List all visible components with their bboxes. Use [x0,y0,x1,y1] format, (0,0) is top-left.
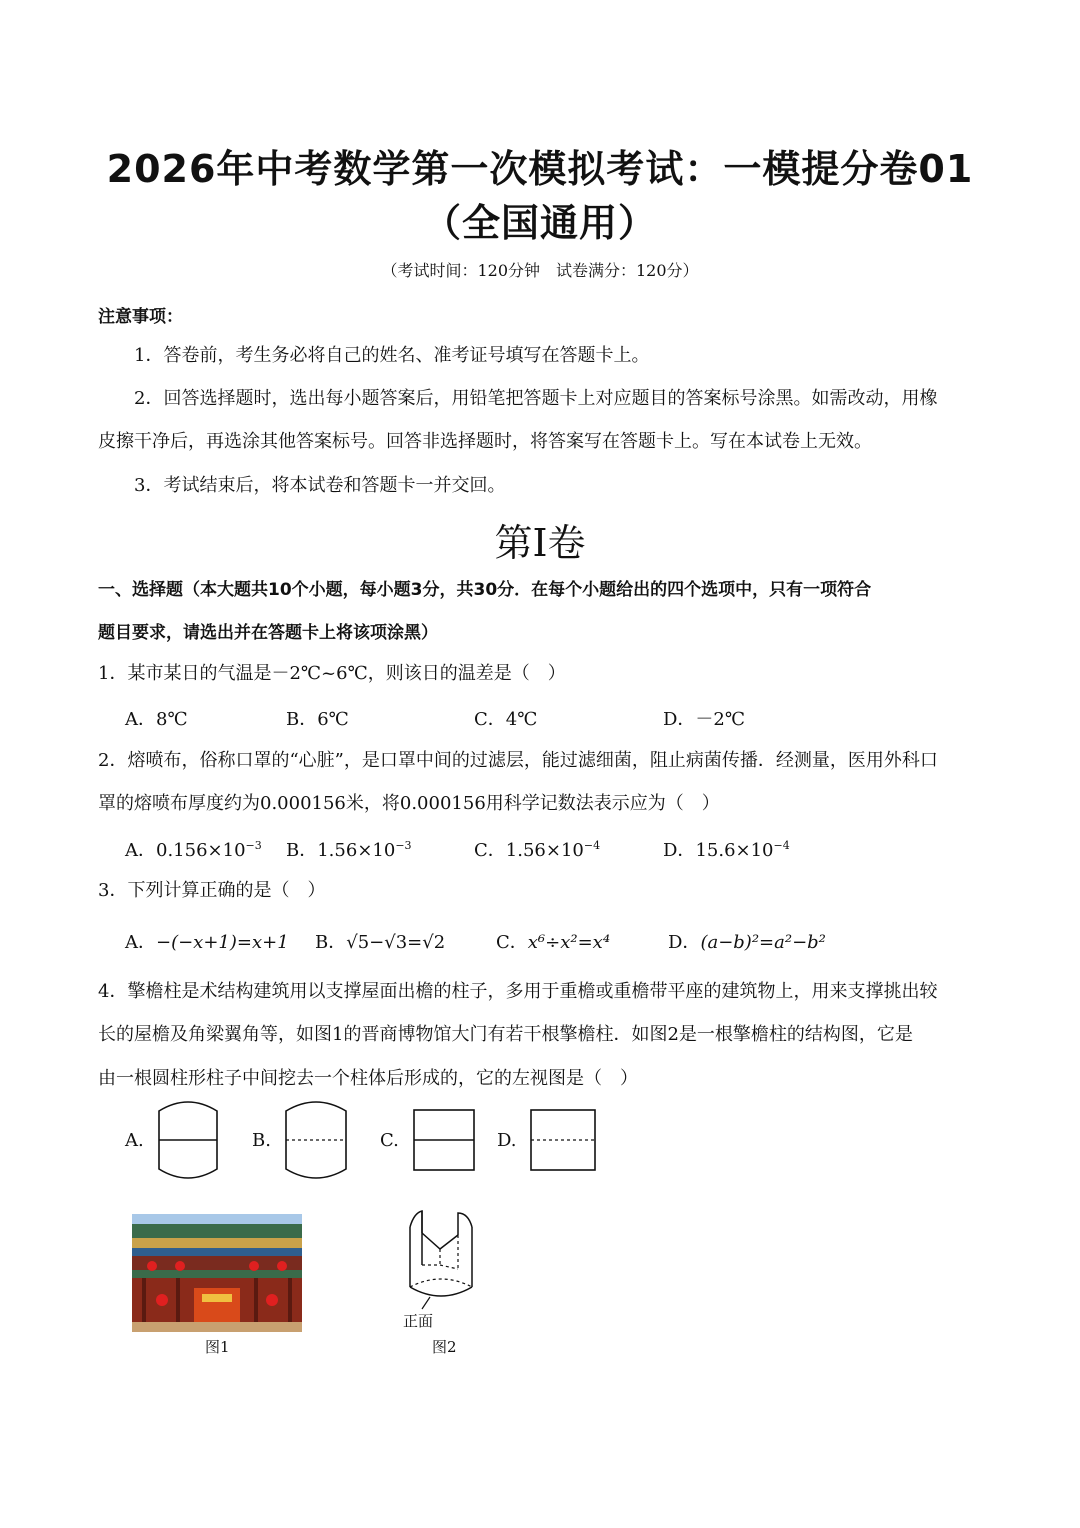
q2-option-d-exp: −4 [773,839,790,852]
q1-option-b: B．6℃ [286,709,349,730]
exam-title-line1: 2026年中考数学第一次模拟考试：一模提分卷01 [106,147,974,191]
q2-option-c-base: 1.56×10 [505,840,584,861]
q4-option-a-figure [155,1097,221,1183]
q2-option-b-base: 1.56×10 [317,840,396,861]
fig2-front-label: 正面 [403,1312,434,1330]
q4-stem-line3: 由一根圆柱形柱子中间挖去一个柱体后形成的，它的左视图是（ ） [98,1068,638,1089]
q3-option-c-label: C． [496,932,528,953]
fig2-caption: 图2 [432,1338,457,1356]
q3-option-c [496,928,610,954]
q3-option-a [125,928,289,954]
q3-option-b-expr: √5−√3=√2 [346,932,446,953]
q1-option-c: C．4℃ [474,709,538,730]
q4-option-a-label: A. [125,1130,144,1151]
q2-option-d-label: D． [663,840,696,861]
q2-option-b-exp: −3 [395,839,412,852]
q3-option-b [315,928,445,954]
q1-option-d: D．－2℃ [663,709,746,730]
q2-option-c-label: C． [474,840,506,861]
q3-option-a-expr: −(−x+1)=x+1 [156,932,289,953]
q3-option-a-label: A． [125,932,156,953]
fig1-caption: 图1 [205,1338,230,1356]
section-heading-line2: 题目要求，请选出并在答题卡上将该项涂黑） [98,623,438,643]
q2-option-c-exp: −4 [583,839,601,852]
q4-stem-line2: 长的屋檐及角梁翼角等，如图1的晋商博物馆大门有若干根擎檐柱．如图2是一根擎檐柱的结构图，它是 [98,1024,913,1045]
q2-option-d [663,836,790,862]
q2-option-b [286,836,412,862]
q3-option-d [668,928,826,954]
q3-option-d-expr: (a−b)²=a²−b² [700,932,826,953]
q2-stem-line1: 2．熔喷布，俗称口罩的“心脏”，是口罩中间的过滤层，能过滤细菌，阻止病菌传播．经测量，医用外科口 [98,750,938,771]
q4-option-d-figure [529,1108,597,1174]
museum-gate-photo [132,1214,302,1332]
section-title: 第I卷 [494,521,586,565]
q1-option-a: A．8℃ [125,709,188,730]
notes-item-2-line1: 2．回答选择题时，选出每小题答案后，用铅笔把答题卡上对应题目的答案标号涂黑。如需改动，用橡 [134,388,938,409]
q3-option-b-label: B． [315,932,347,953]
q2-option-a-exp: −3 [245,839,262,852]
q4-option-b-figure [282,1097,350,1183]
q1-stem: 1．某市某日的气温是－2℃~6℃，则该日的温差是（ ） [98,663,566,684]
q4-option-c-figure [412,1108,476,1174]
q2-option-b-label: B． [286,840,318,861]
section-heading-line1: 一、选择题（本大题共10个小题，每小题3分，共30分．在每个小题给出的四个选项中，只有一项符合 [98,580,872,600]
q4-stem-line1: 4．擎檐柱是术结构建筑用以支撑屋面出檐的柱子，多用于重檐或重檐带平座的建筑物上，用来支撑挑出较 [98,981,938,1002]
q2-option-a-base: 0.156×10 [156,840,246,861]
q4-option-b-label: B. [252,1130,271,1151]
column-structure-figure [400,1205,482,1315]
q2-option-a-label: A． [125,840,156,861]
exam-subtitle: （考试时间：120分钟 试卷满分：120分） [381,261,699,280]
q4-option-d-label: D. [497,1130,517,1151]
notes-heading: 注意事项： [98,307,183,327]
q3-stem: 3．下列计算正确的是（ ） [98,880,326,901]
q4-option-c-label: C. [380,1130,399,1151]
q2-stem-line2: 罩的熔喷布厚度约为0.000156米，将0.000156用科学记数法表示应为（ ） [98,793,720,814]
q3-option-d-label: D． [668,932,701,953]
q2-option-c [474,836,600,862]
notes-item-2-line2: 皮擦干净后，再选涂其他答案标号。回答非选择题时，将答案写在答题卡上。写在本试卷上无效。 [98,431,872,452]
q2-option-a [125,836,262,862]
notes-item-1: 1．答卷前，考生务必将自己的姓名、准考证号填写在答题卡上。 [134,345,650,366]
q2-option-d-base: 15.6×10 [695,840,774,861]
exam-title-line2: （全国通用） [422,201,657,245]
q3-option-c-expr: x⁶÷x²=x⁴ [527,932,611,953]
notes-item-3: 3．考试结束后，将本试卷和答题卡一并交回。 [134,475,506,496]
